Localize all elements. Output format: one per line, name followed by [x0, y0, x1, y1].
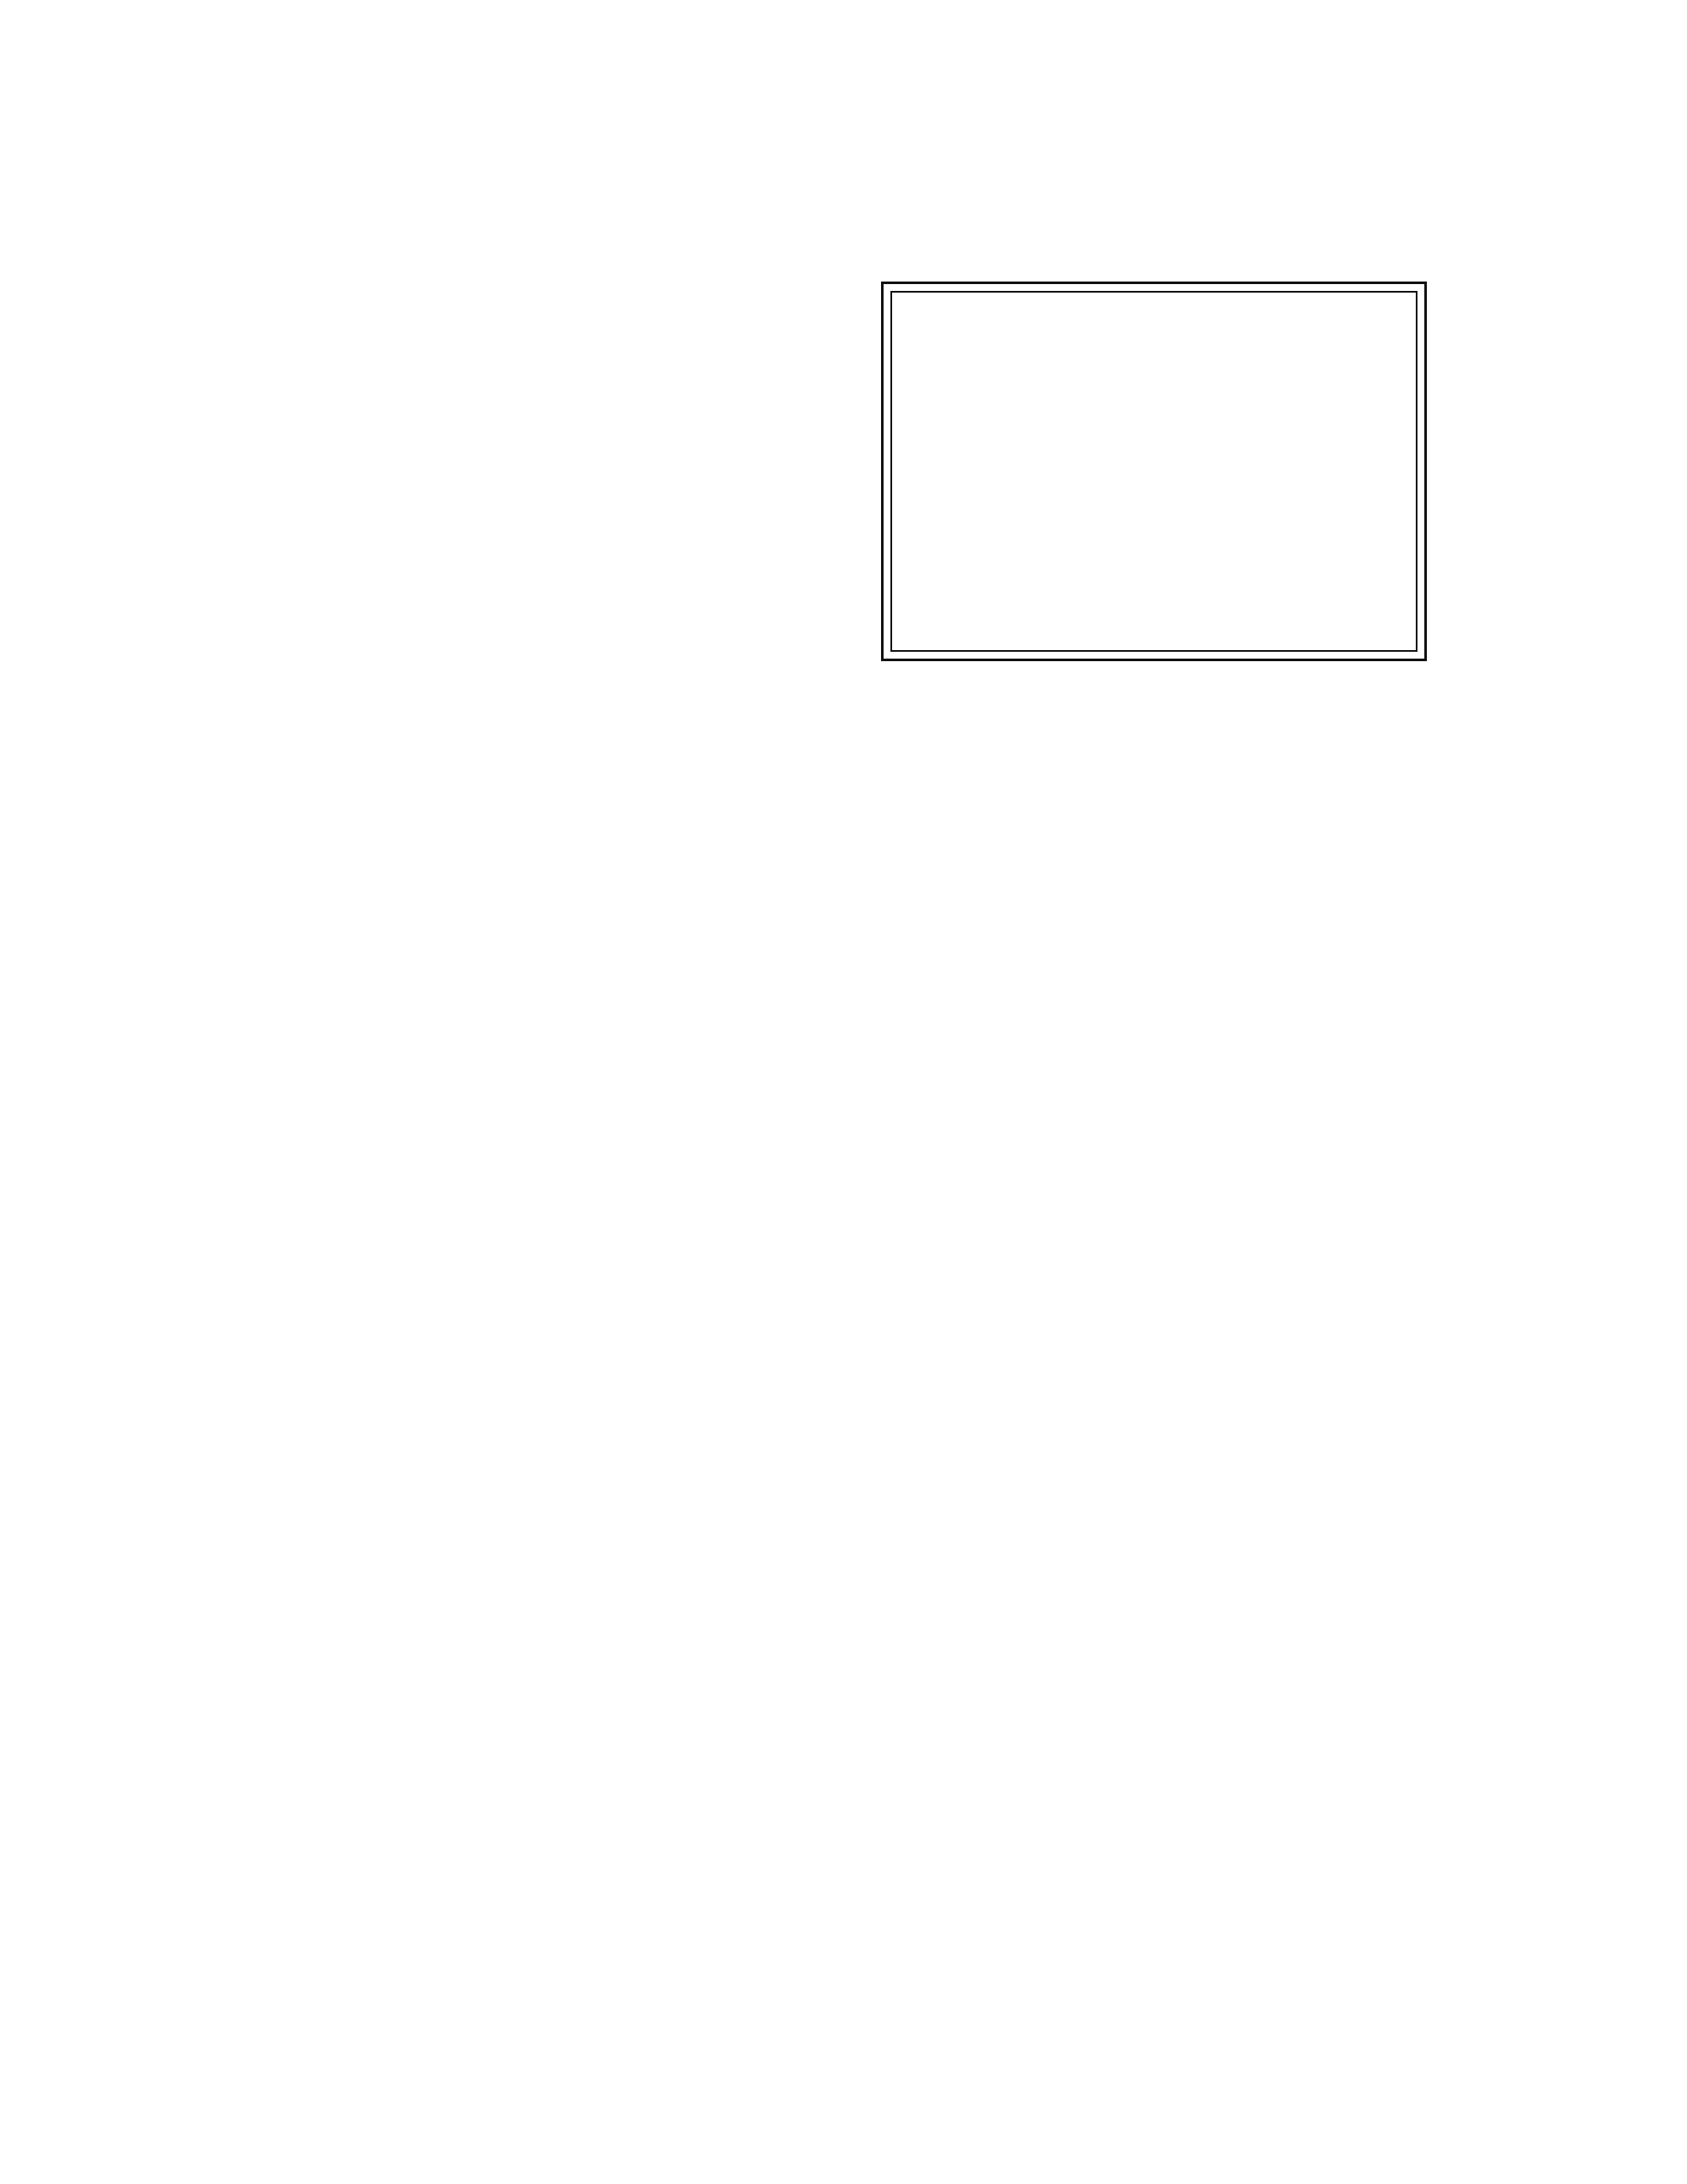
right-column — [830, 282, 1478, 913]
paragraph — [209, 282, 857, 320]
paragraph — [830, 826, 1478, 864]
left-column — [209, 282, 857, 543]
paragraph — [209, 412, 857, 450]
paragraph — [209, 325, 857, 363]
paragraph — [830, 782, 1478, 821]
paragraph — [209, 499, 857, 537]
title-box — [881, 282, 1427, 661]
paragraph — [830, 869, 1478, 908]
paragraph — [830, 695, 1478, 734]
paragraph — [209, 369, 857, 407]
paragraph — [830, 739, 1478, 777]
paragraph — [209, 456, 857, 494]
